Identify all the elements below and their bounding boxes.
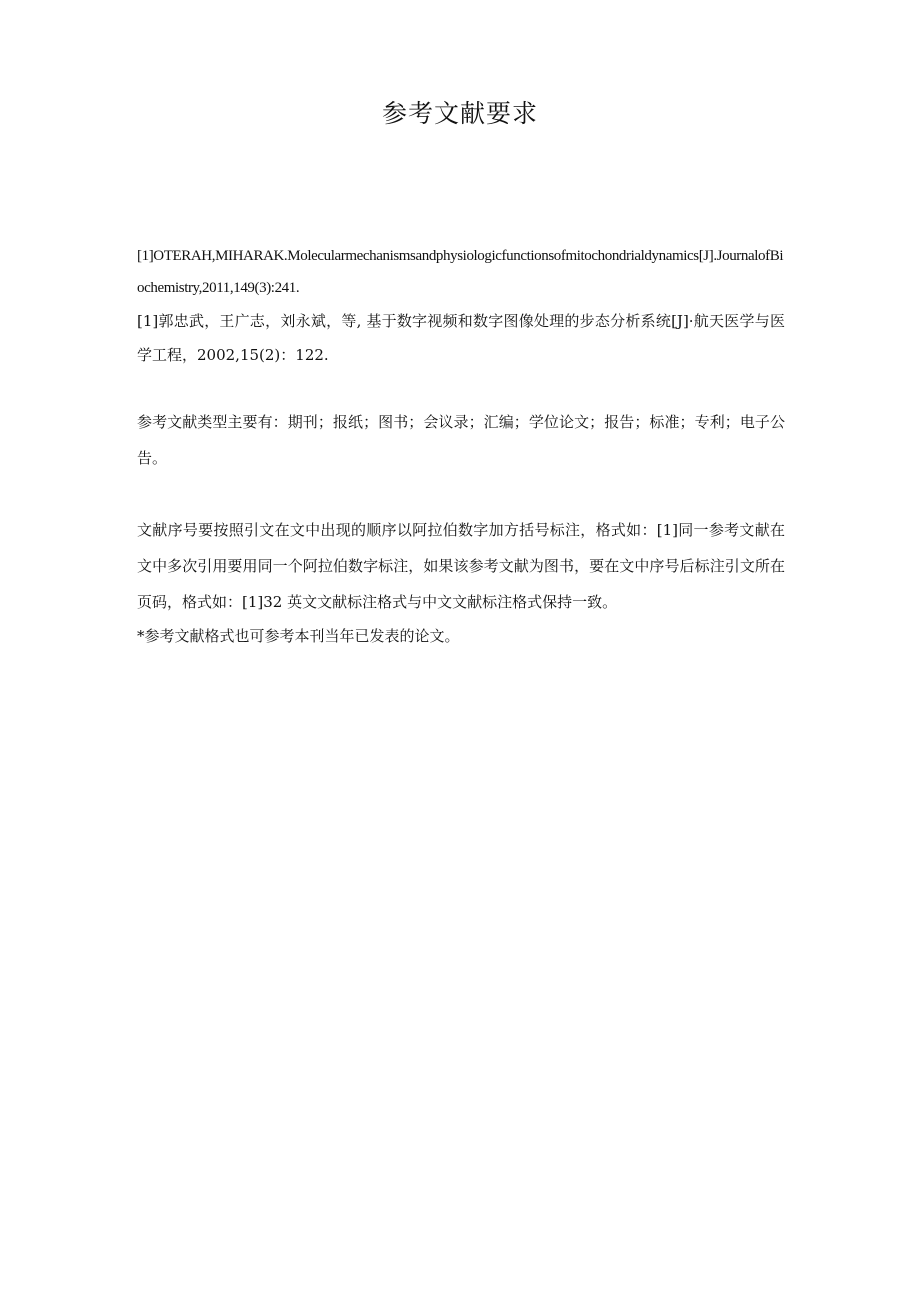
- document-body: [137, 240, 785, 652]
- numbering-rules-paragraph: 文献序号要按照引文在文中出现的顺序以阿拉伯数字加方括号标注，格式如：[1]同一参考文献在文中多次引用要用同一个阿拉伯数字标注，如果该参考文献为图书，要在文中序号后标注引文所在页码，格式如：[1]32 英文文献标注格式与中文文献标注格式保持一致。: [137, 521, 785, 611]
- reference-types-paragraph: 参考文献类型主要有：期刊；报纸；图书；会议录；汇编；学位论文；报告；标准；专利；电子公告。: [137, 413, 785, 467]
- page-title: 参考文献要求: [381, 99, 538, 128]
- reference-english: [1]OTERAH,MIHARAK.Molecularmechanismsandphysiologicfunctionsofmitochondrialdynamics[J].JournalofBiochemistry,2011,149(3):241.: [137, 248, 784, 296]
- format-note: *参考文献格式也可参考本刊当年已发表的论文。: [137, 627, 460, 645]
- reference-chinese: [1]郭忠武，王广志，刘永斌，等, 基于数字视频和数字图像处理的步态分析系统[J]·航天医学与医学工程，2002,15(2)：122.: [137, 312, 785, 364]
